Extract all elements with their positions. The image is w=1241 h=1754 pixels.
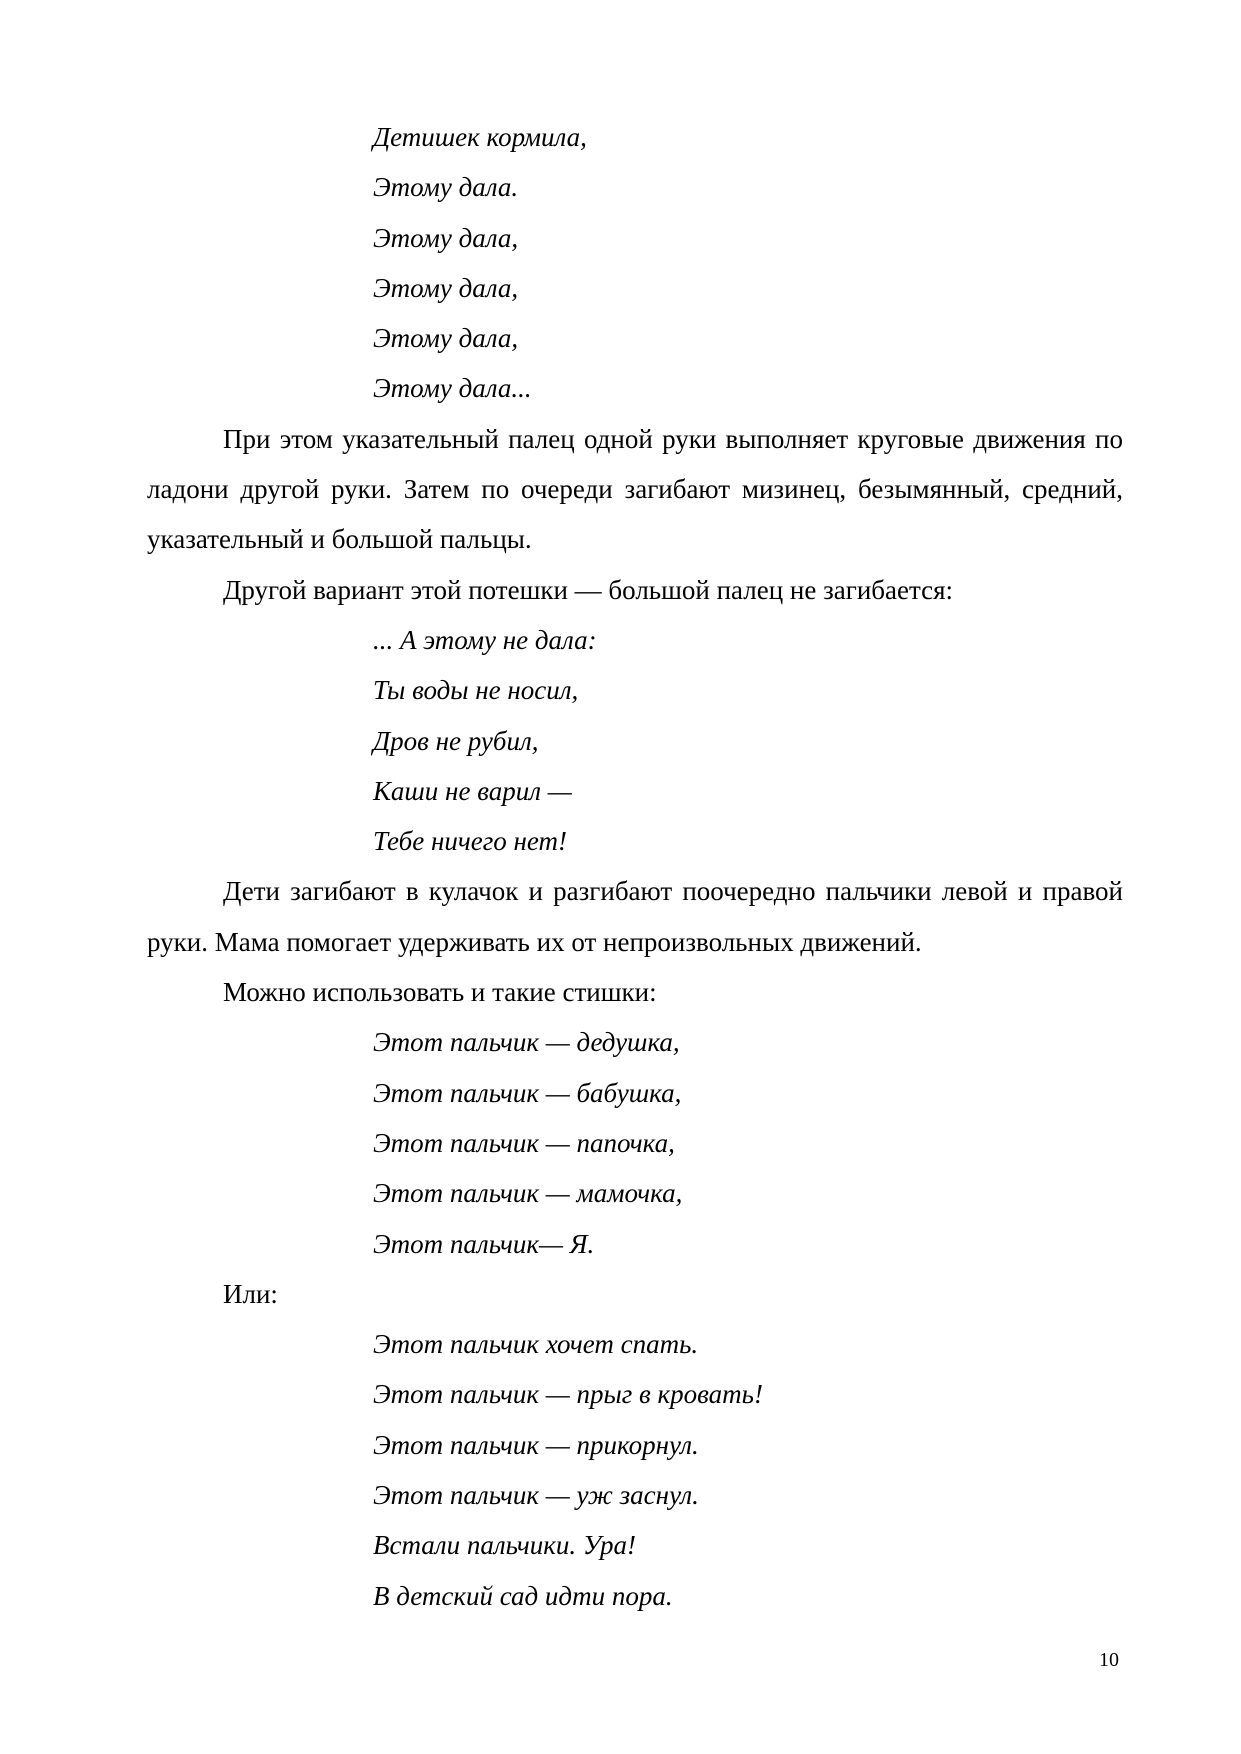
verse-block-2	[147, 615, 1123, 866]
paragraph-3	[147, 866, 1123, 967]
paragraph-2: Другой вариант этой потешки — большой палец не загибается:	[223, 574, 954, 605]
verse-line: Ты воды не носил,	[373, 675, 579, 706]
verse-line: В детский сад идти пора.	[373, 1580, 673, 1611]
verse-line: Встали пальчики. Ура!	[373, 1530, 636, 1561]
verse-block-4	[147, 1319, 1123, 1621]
verse-line: Этот пальчик — бабушка,	[373, 1077, 682, 1108]
verse-line: Каши не варил —	[373, 775, 572, 806]
verse-line: Этому дала,	[373, 272, 519, 303]
verse-line: Этому дала,	[373, 222, 519, 253]
verse-line: Этот пальчик— Я.	[373, 1228, 595, 1259]
verse-line: Детишек кормила,	[373, 122, 587, 152]
verse-line: Дров не рубил,	[373, 725, 539, 756]
paragraph-text: Дети загибают в кулачок и разгибают поочередно пальчики левой и правой руки. Мама помогает удерживать их от непроизвольных движений.	[147, 876, 1123, 957]
verse-line: Этот пальчик — дедушка,	[373, 1027, 680, 1058]
verse-line: ... А этому не дала:	[373, 624, 597, 655]
verse-line: Этот пальчик — прикорнул.	[373, 1429, 699, 1460]
verse-line: Этому дала,	[373, 323, 519, 354]
verse-block-1	[147, 112, 1123, 414]
verse-line: Этот пальчик — папочка,	[373, 1127, 675, 1158]
verse-line: Этот пальчик — прыг в кровать!	[373, 1379, 763, 1410]
page-content	[147, 112, 1123, 1621]
page-number: 10	[1099, 1649, 1119, 1671]
verse-line: Этот пальчик — мамочка,	[373, 1178, 683, 1209]
paragraph-text: При этом указательный палец одной руки выполняет круговые движения по ладони другой руки. Затем по очереди загибают мизинец, безымянный, средний, указательный и большой пальцы.	[147, 423, 1123, 555]
verse-line: Этот пальчик — уж заснул.	[373, 1480, 699, 1511]
paragraph-5: Или:	[223, 1278, 278, 1309]
paragraph-1	[147, 414, 1123, 565]
verse-block-3	[147, 1017, 1123, 1268]
verse-line: Этому дала...	[373, 373, 532, 404]
verse-line: Этот пальчик хочет спать.	[373, 1329, 699, 1360]
verse-line: Тебе ничего нет!	[373, 826, 568, 857]
verse-line: Этому дала.	[373, 172, 519, 203]
paragraph-4: Можно использовать и такие стишки:	[223, 977, 657, 1008]
